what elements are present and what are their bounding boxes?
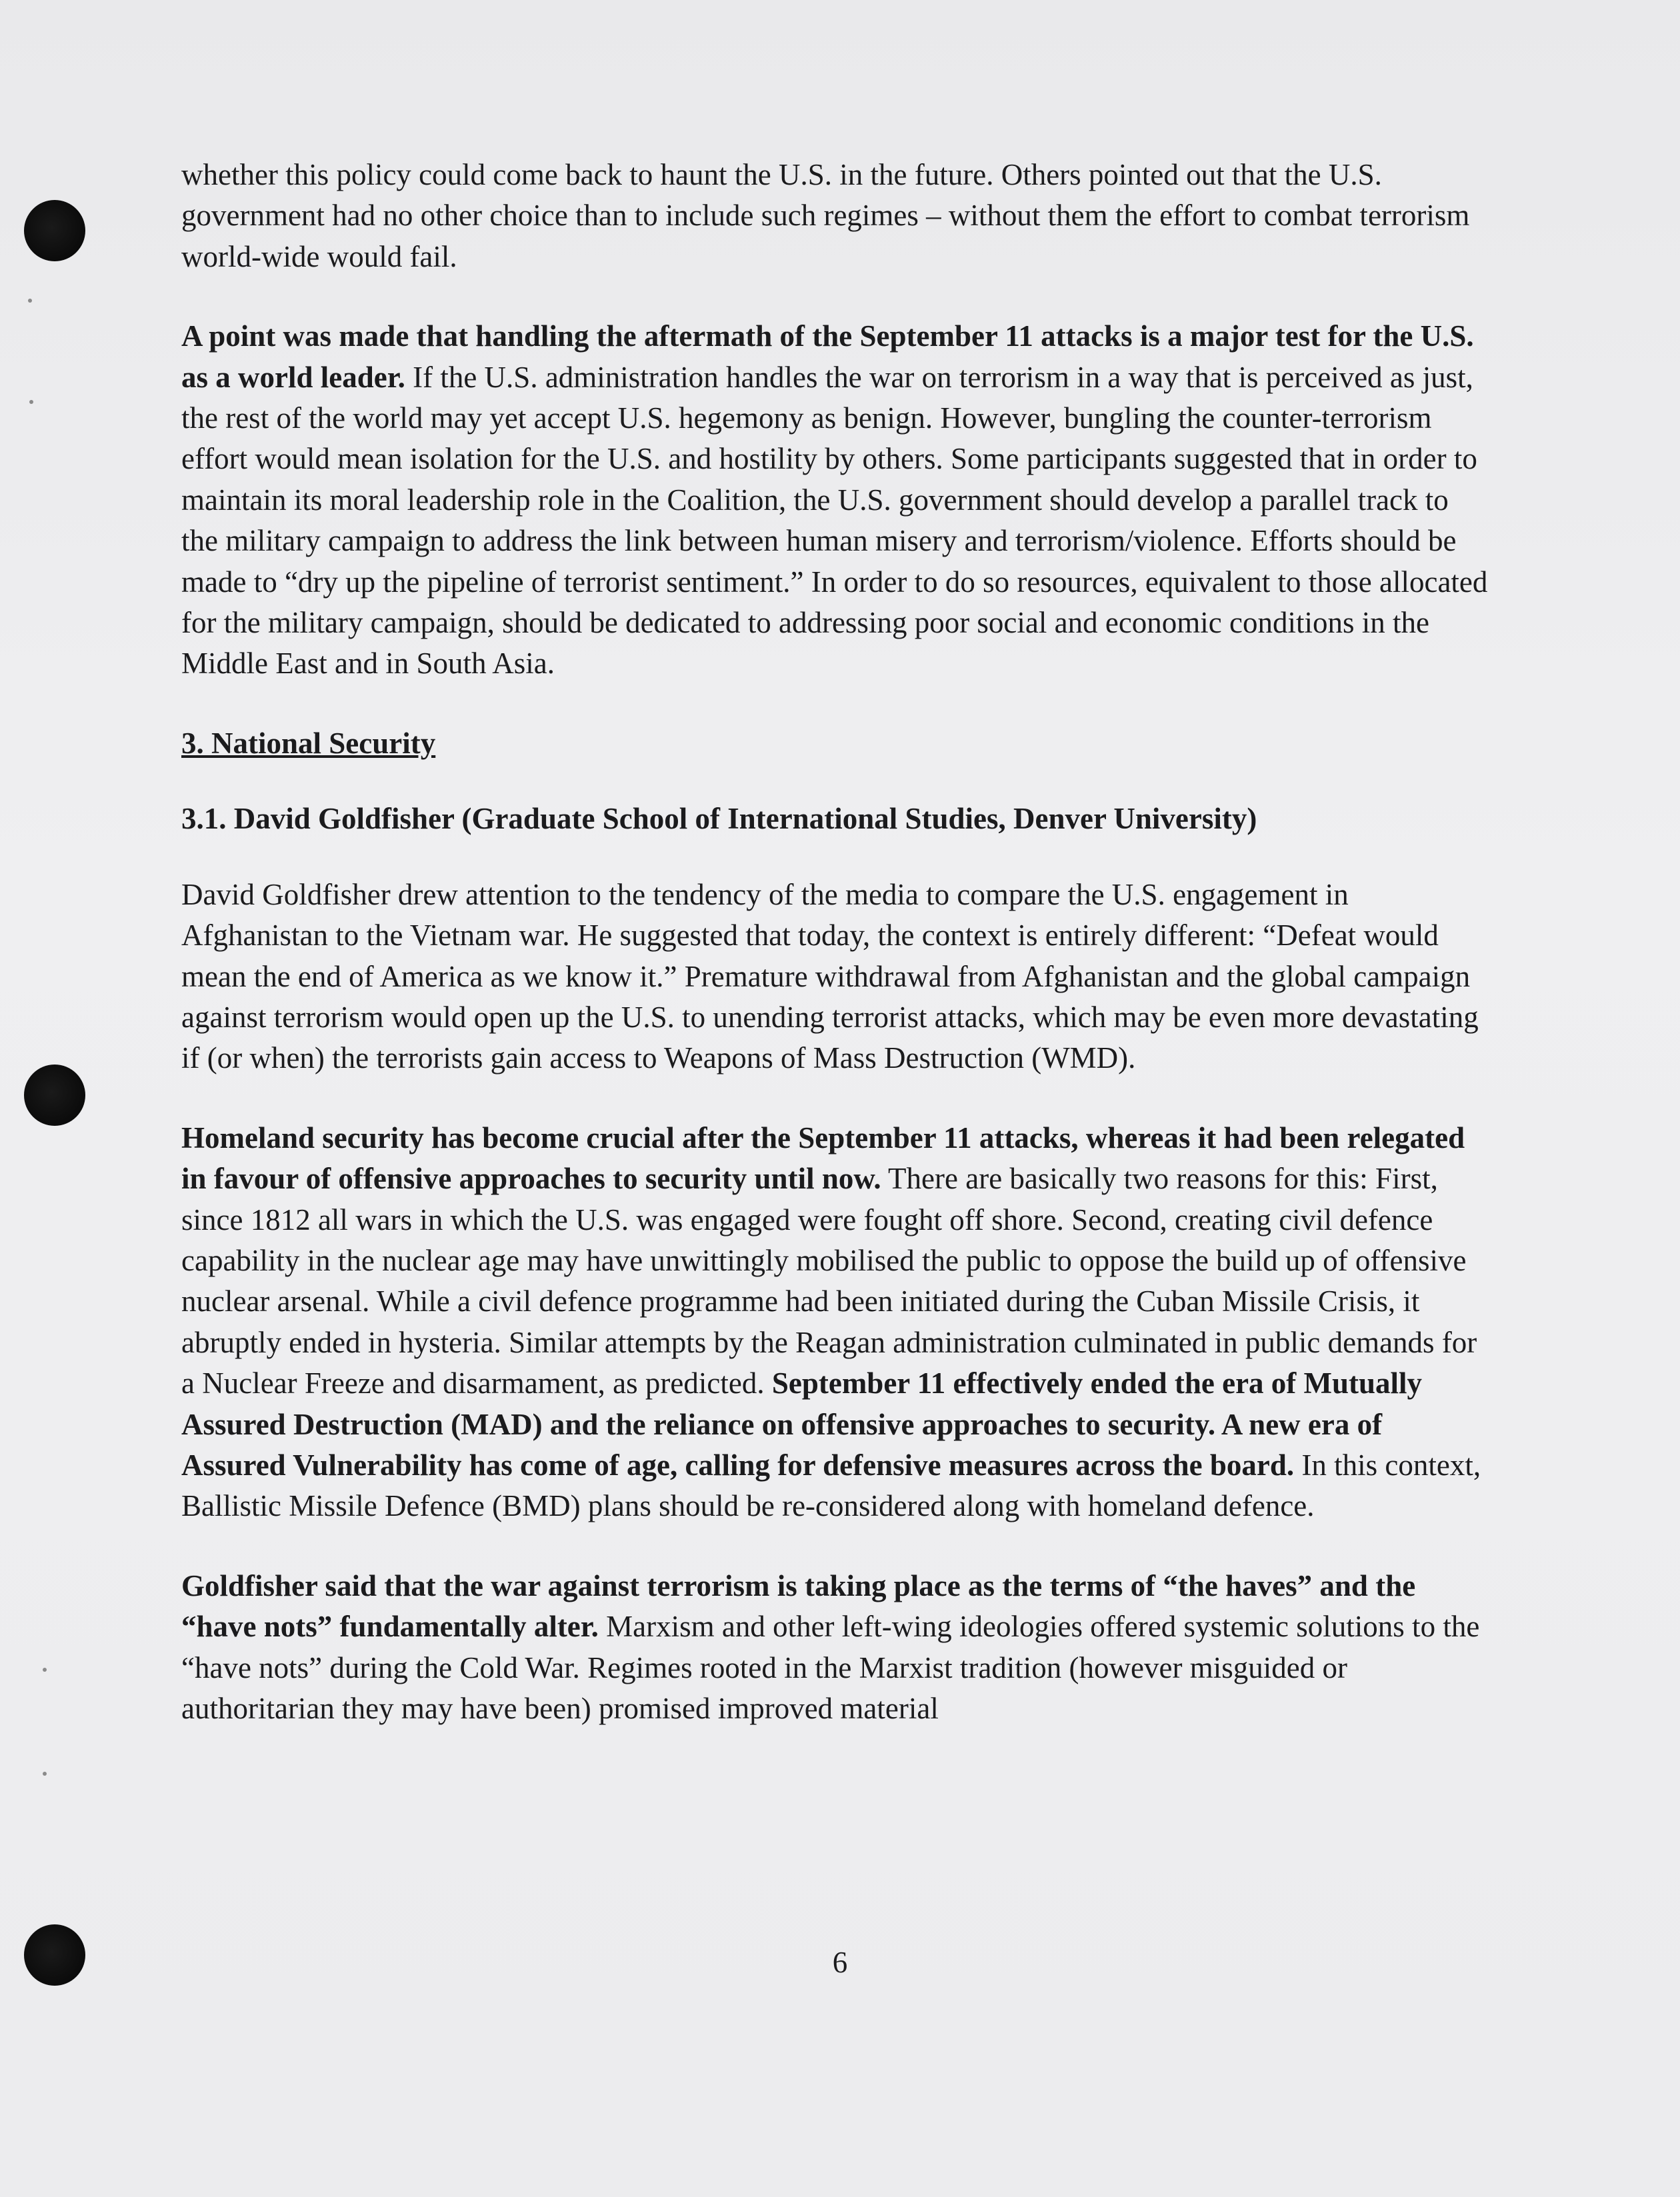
paragraph-homeland-security [181, 1118, 1488, 1527]
section-heading-national-security: 3. National Security [181, 726, 436, 760]
paragraph-bold-lead: A point was made that handling the aftermath of the September 11 attacks is a major test for the U.S. as a world leader. [181, 319, 1474, 394]
paragraph-bold-lead: Goldfisher said that the war against terrorism is taking place as the terms of “the haves” and the “have nots” fundamentally alter. [181, 1568, 1416, 1644]
paragraph-text: In this context, Ballistic Missile Defence (BMD) plans should be re-considered along with homeland defence. [181, 1448, 1481, 1523]
subsection-heading-goldfisher: 3.1. David Goldfisher (Graduate School of International Studies, Denver University) [181, 802, 1257, 836]
paragraph-text: whether this policy could come back to haunt the U.S. in the future. Others pointed out that the U.S. government had no other choice than to include such regimes – without them the effort to combat terrorism world-wide would fail. [181, 158, 1470, 273]
paragraph-bold-lead: Homeland security has become crucial after the September 11 attacks, whereas it had been relegated in favour of offensive approaches to security until now. [181, 1120, 1465, 1196]
paper-speck [28, 299, 32, 303]
paragraph-text: If the U.S. administration handles the war on terrorism in a way that is perceived as just, the rest of the world may yet accept U.S. hegemony as benign. However, bungling the counter-terrorism effort would mean isolation for the U.S. and hostility by others. Some participants suggested that in order to maintain its moral leadership role in the Coalition, the U.S. government should develop a parallel track to the military campaign to address the link between human misery and terrorism/violence. Efforts should be made to “dry up the pipeline of terrorist sentiment.” In order to do so resources, equivalent to those allocated for the military campaign, should be dedicated to addressing poor social and economic conditions in the Middle East and in South Asia. [181, 360, 1488, 681]
paragraph-coalition-policy [181, 155, 1488, 277]
paragraph-bold-emphasis: September 11 effectively ended the era of Mutually Assured Destruction (MAD) and the reliance on offensive approaches to security. A new era of Assured Vulnerability has come of age, calling for defensive measures across the board. [181, 1366, 1423, 1482]
paragraph-haves-have-nots [181, 1566, 1488, 1730]
paragraph-text: There are basically two reasons for this: First, since 1812 all wars in which the U.S. was engaged were fought off shore. Second, creating civil defence capability in the nuclear age may have unwittingly mobilised the public to oppose the build up of offensive nuclear arsenal. While a civil defence programme had been initiated during the Cuban Missile Crisis, it abruptly ended in hysteria. Similar attempts by the Reagan administration culminated in public demands for a Nuclear Freeze and disarmament, as predicted. [181, 1162, 1477, 1400]
document-body [181, 155, 1488, 1729]
paragraph-world-leader [181, 316, 1488, 685]
paper-speck [43, 1772, 47, 1776]
paper-speck [29, 400, 33, 404]
paragraph-vietnam-comparison [181, 875, 1488, 1079]
paragraph-text: Marxism and other left-wing ideologies offered systemic solutions to the “have nots” during the Cold War. Regimes rooted in the Marxist tradition (however misguided or authoritarian they may have been) promised improved material [181, 1610, 1480, 1725]
paragraph-text: David Goldfisher drew attention to the tendency of the media to compare the U.S. engagement in Afghanistan to the Vietnam war. He suggested that today, the context is entirely different: “Defeat would mean the end of America as we know it.” Premature withdrawal from Afghanistan and the global campaign against terrorism would open up the U.S. to unending terrorist attacks, which may be even more devastating if (or when) the terrorists gain access to Weapons of Mass Destruction (WMD). [181, 877, 1479, 1075]
paper-speck [43, 1668, 47, 1672]
binder-hole-middle [24, 1065, 85, 1126]
binder-hole-top [24, 200, 85, 261]
page-number: 6 [832, 1946, 848, 1979]
